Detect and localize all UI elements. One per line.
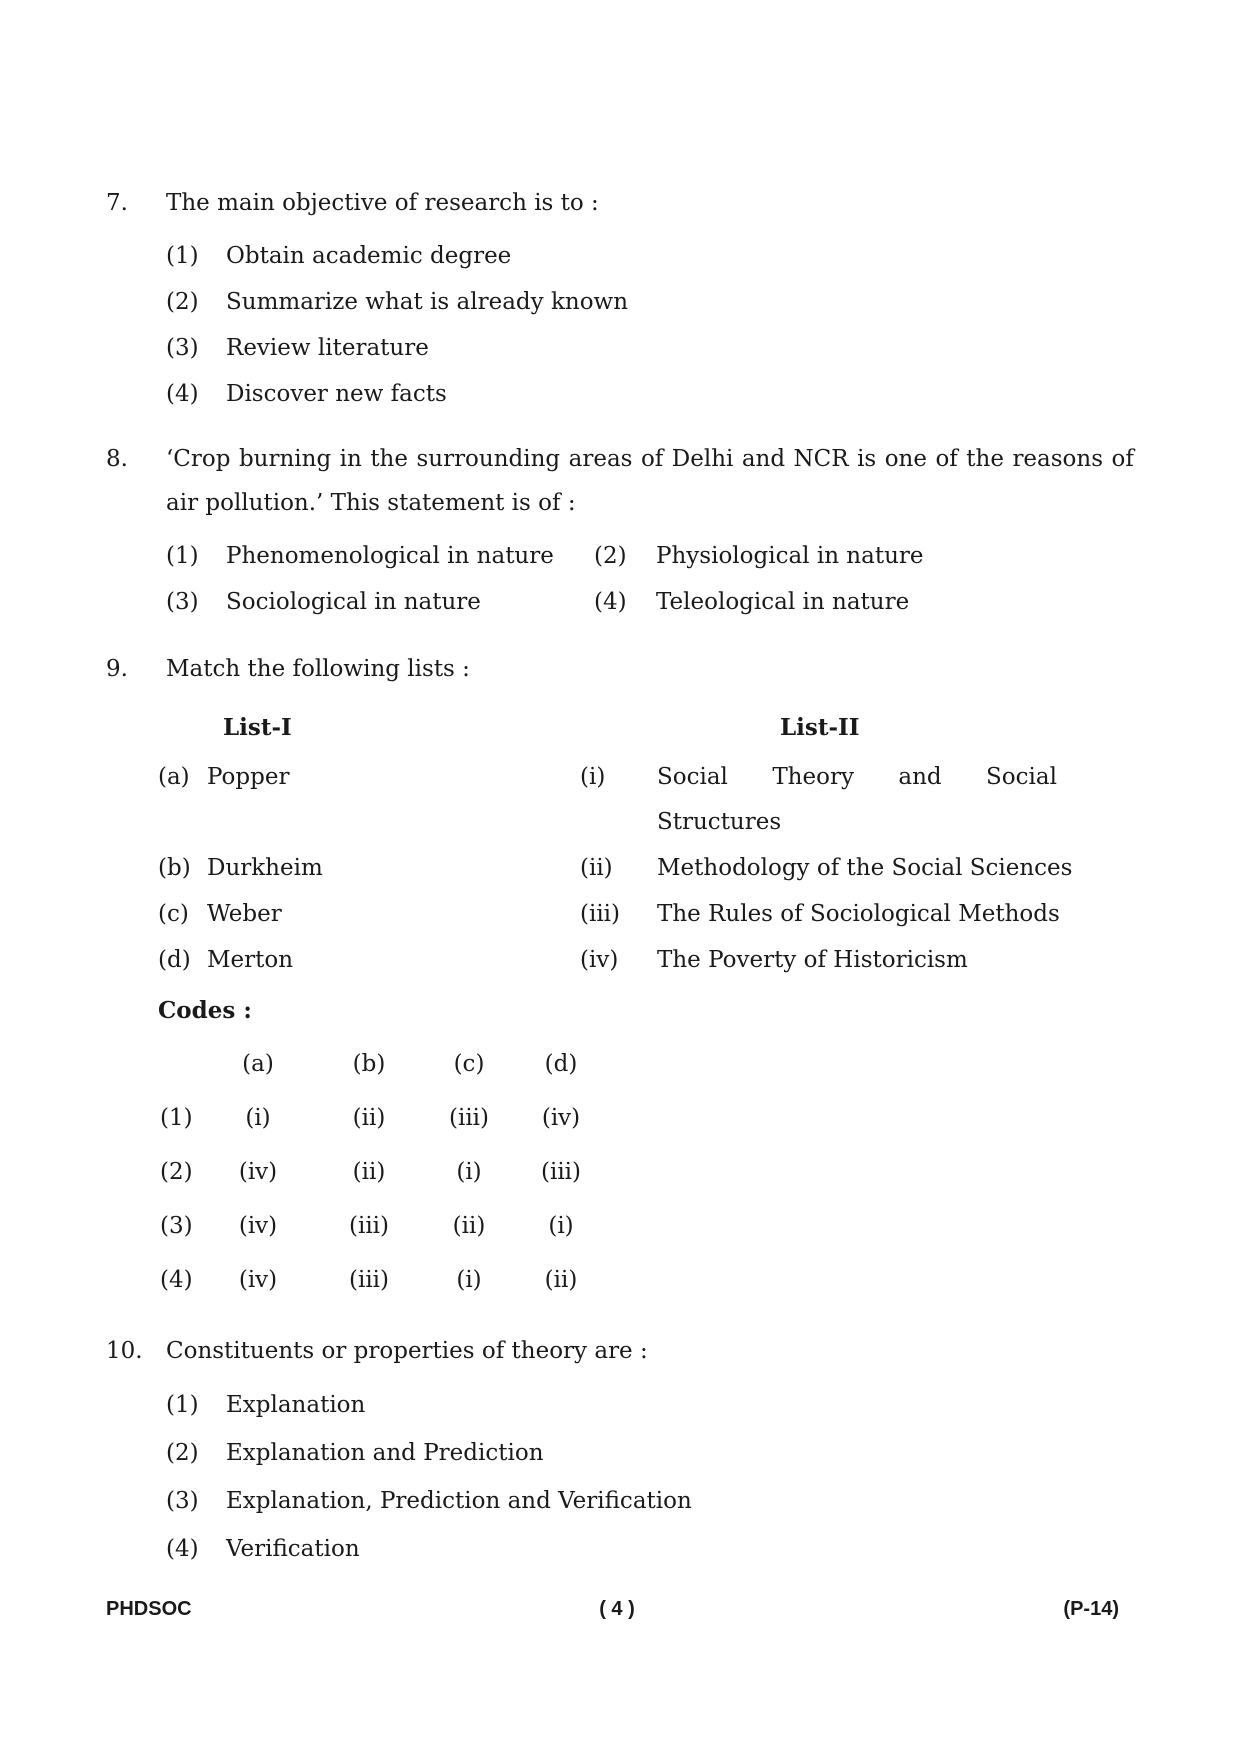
question-stem: Constituents or properties of theory are :: [166, 1338, 648, 1364]
question-stem-line1: ‘Crop burning in the surrounding areas of Delhi and NCR is one of the reasons of: [166, 446, 1134, 472]
list1-item-number: (b): [158, 855, 191, 881]
codes-cell: (i): [548, 1213, 574, 1239]
footer-page-number: ( 4 ): [599, 1598, 635, 1620]
codes-cell: (i): [456, 1159, 482, 1185]
codes-row-number: (3): [160, 1213, 193, 1239]
option-text: Explanation, Prediction and Verification: [226, 1488, 692, 1514]
list2-item-text: Methodology of the Social Sciences: [657, 855, 1073, 881]
option-number: (3): [166, 589, 199, 615]
codes-cell: (iii): [348, 1213, 390, 1239]
option-text: Obtain academic degree: [226, 243, 512, 269]
question-number: 10.: [106, 1338, 143, 1364]
list2-word: and: [898, 764, 942, 790]
codes-cell: (ii): [544, 1267, 578, 1293]
question-stem: The main objective of research is to :: [166, 190, 599, 216]
list2-header: List-II: [780, 714, 860, 741]
option-text: Physiological in nature: [656, 543, 924, 569]
codes-cell: (i): [245, 1105, 271, 1131]
list1-item-number: (d): [158, 947, 191, 973]
codes-header-cell: (b): [352, 1051, 386, 1077]
option-number: (1): [166, 1392, 199, 1418]
codes-header-cell: (d): [544, 1051, 578, 1077]
option-text: Phenomenological in nature: [226, 543, 554, 569]
list2-item-number: (i): [580, 764, 606, 790]
codes-cell: (iv): [238, 1267, 278, 1293]
list1-item-text: Popper: [207, 764, 290, 790]
question-number: 8.: [106, 446, 128, 472]
option-number: (3): [166, 335, 199, 361]
question-stem: Match the following lists :: [166, 656, 470, 682]
codes-cell: (i): [456, 1267, 482, 1293]
list1-item-text: Weber: [207, 901, 282, 927]
option-text: Verification: [226, 1536, 360, 1562]
codes-cell: (iii): [540, 1159, 582, 1185]
list2-item-text-line2: Structures: [657, 809, 782, 835]
codes-cell: (iv): [541, 1105, 581, 1131]
option-text: Explanation and Prediction: [226, 1440, 544, 1466]
option-number: (4): [594, 589, 627, 615]
question-number: 9.: [106, 656, 128, 682]
list1-item-text: Durkheim: [207, 855, 323, 881]
option-text: Summarize what is already known: [226, 289, 629, 315]
codes-header-cell: (c): [453, 1051, 485, 1077]
list1-item-number: (a): [158, 764, 190, 790]
codes-cell: (iii): [448, 1105, 490, 1131]
question-stem-line2: air pollution.’ This statement is of :: [166, 490, 576, 516]
option-number: (4): [166, 381, 199, 407]
codes-label: Codes :: [158, 997, 252, 1024]
option-number: (2): [594, 543, 627, 569]
question-number: 7.: [106, 190, 128, 216]
codes-row-number: (2): [160, 1159, 193, 1185]
option-number: (1): [166, 243, 199, 269]
option-text: Teleological in nature: [656, 589, 910, 615]
list2-word: Social: [657, 764, 728, 790]
list2-item-text-line1: [657, 764, 1057, 792]
codes-row-number: (4): [160, 1267, 193, 1293]
list2-item-number: (iii): [580, 901, 621, 927]
option-number: (1): [166, 543, 199, 569]
codes-cell: (ii): [352, 1159, 386, 1185]
codes-header-cell: (a): [242, 1051, 274, 1077]
option-text: Explanation: [226, 1392, 366, 1418]
option-number: (2): [166, 289, 199, 315]
list1-header: List-I: [223, 714, 292, 741]
list2-item-text: The Rules of Sociological Methods: [657, 901, 1060, 927]
option-number: (4): [166, 1536, 199, 1562]
option-number: (2): [166, 1440, 199, 1466]
list1-item-number: (c): [158, 901, 189, 927]
codes-cell: (ii): [452, 1213, 486, 1239]
option-text: Review literature: [226, 335, 429, 361]
footer-set-code: (P-14): [1063, 1598, 1119, 1620]
option-text: Discover new facts: [226, 381, 447, 407]
codes-cell: (ii): [352, 1105, 386, 1131]
list2-item-number: (ii): [580, 855, 613, 881]
footer-paper-code: PHDSOC: [106, 1598, 192, 1620]
option-text: Sociological in nature: [226, 589, 481, 615]
list2-word: Theory: [772, 764, 854, 790]
codes-cell: (iv): [238, 1159, 278, 1185]
list2-item-text: The Poverty of Historicism: [657, 947, 968, 973]
codes-cell: (iii): [348, 1267, 390, 1293]
codes-row-number: (1): [160, 1105, 193, 1131]
option-number: (3): [166, 1488, 199, 1514]
list2-item-number: (iv): [580, 947, 619, 973]
list2-word: Social: [986, 764, 1057, 790]
list1-item-text: Merton: [207, 947, 294, 973]
codes-cell: (iv): [238, 1213, 278, 1239]
question-stem-line: [166, 446, 1134, 474]
